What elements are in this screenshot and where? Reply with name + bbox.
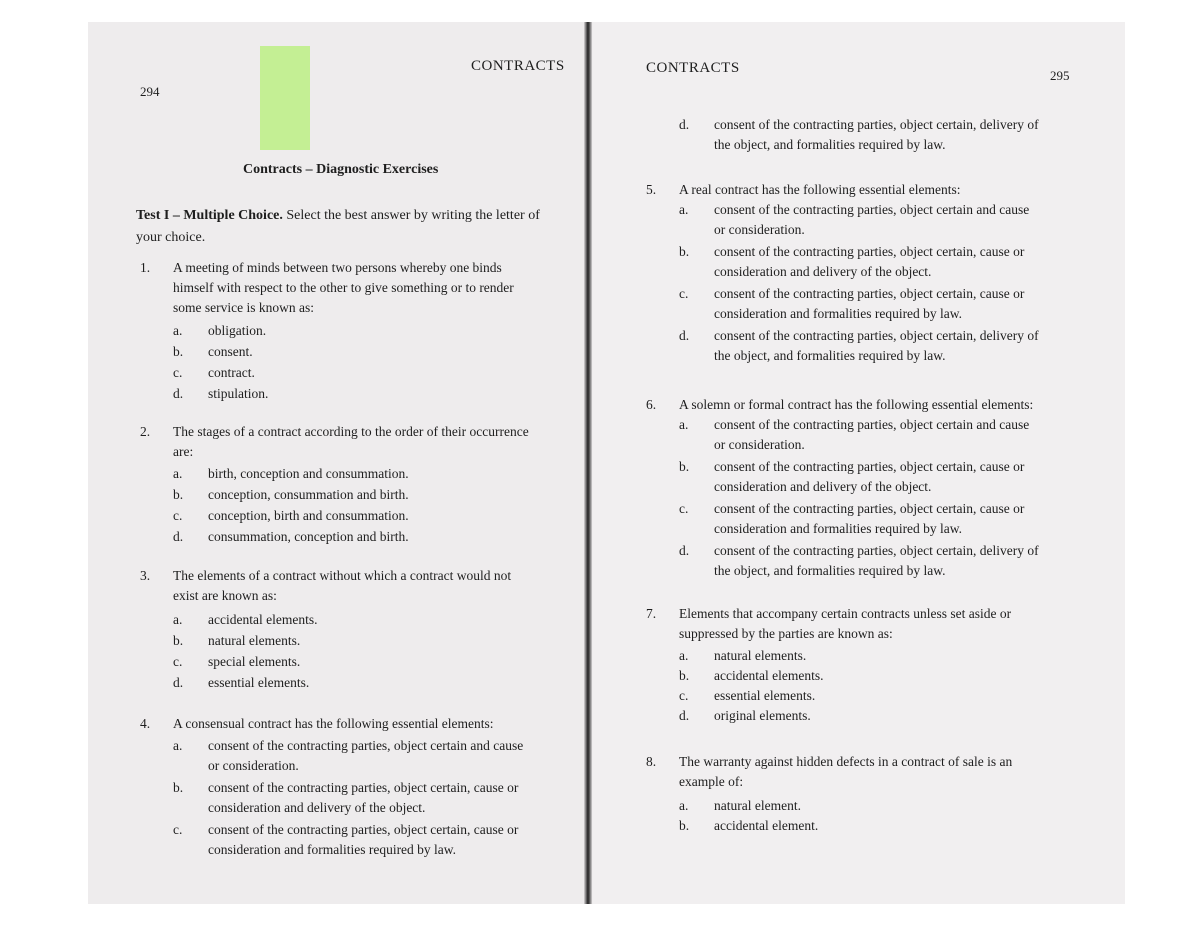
option-text: [714, 284, 1064, 324]
stem-line: A solemn or formal contract has the following essential elements:: [679, 397, 1034, 412]
option-text-line: consideration and formalities required by law.: [208, 842, 457, 857]
question-stem: [173, 714, 563, 734]
option-letter: b.: [173, 780, 184, 795]
option-text: [714, 200, 1064, 240]
option-letter: c.: [173, 822, 183, 837]
option-letter: a.: [173, 323, 183, 338]
option-text-line: consideration and delivery of the object.: [714, 479, 932, 494]
question-stem: [679, 395, 1069, 415]
option-text-line: consent of the contracting parties, object certain, cause or: [714, 501, 1025, 516]
stem-line: suppressed by the parties are known as:: [679, 626, 893, 641]
book-spread: [88, 22, 1125, 904]
option-text: [714, 242, 1064, 282]
stem-line: The stages of a contract according to the order of their occurrence: [173, 424, 529, 439]
left-page: [88, 22, 588, 904]
option-text: [208, 736, 558, 776]
option-text: [714, 326, 1064, 366]
option-text: [714, 457, 1064, 497]
option-text-line: the object, and formalities required by law.: [714, 348, 946, 363]
option-text-line: consideration and formalities required by law.: [714, 306, 963, 321]
book-gutter: [584, 22, 592, 904]
stem-line: A meeting of minds between two persons whereby one binds: [173, 260, 502, 275]
question-number: 8.: [646, 754, 657, 769]
question-number: 5.: [646, 182, 657, 197]
question-stem: [679, 180, 1069, 200]
option-letter: c.: [173, 654, 183, 669]
option-letter: b.: [679, 668, 690, 683]
question-number: 3.: [140, 568, 151, 583]
option-letter: c.: [173, 508, 183, 523]
option-text: accidental elements.: [714, 668, 824, 683]
test-instruction-line-1: Select the best answer by writing the letter of: [286, 208, 540, 223]
test-title: Test I – Multiple Choice.: [136, 208, 283, 223]
stem-line: Elements that accompany certain contracts unless set aside or: [679, 606, 1012, 621]
option-text: [208, 820, 558, 860]
option-text-line: or consideration.: [208, 758, 299, 773]
option-text: contract.: [208, 365, 255, 380]
option-text-line: the object, and formalities required by law.: [714, 137, 946, 152]
option-letter: d.: [173, 529, 184, 544]
question-stem: [173, 422, 563, 462]
option-text: special elements.: [208, 654, 301, 669]
option-text-line: or consideration.: [714, 222, 805, 237]
sticky-note-tab: [260, 46, 310, 150]
option-text-line: consideration and delivery of the object.: [208, 800, 426, 815]
option-text: [714, 415, 1064, 455]
exercise-heading: Contracts – Diagnostic Exercises: [243, 162, 439, 177]
option-text-line: consideration and delivery of the object.: [714, 264, 932, 279]
option-letter: a.: [679, 798, 689, 813]
option-text: natural element.: [714, 798, 801, 813]
question-stem: [679, 752, 1069, 792]
option-text: consummation, conception and birth.: [208, 529, 409, 544]
option-text: conception, birth and consummation.: [208, 508, 409, 523]
option-text: essential elements.: [714, 688, 816, 703]
option-text: [714, 499, 1064, 539]
option-text-line: consent of the contracting parties, object certain, delivery of: [714, 117, 1039, 132]
option-text: obligation.: [208, 323, 267, 338]
option-text: original elements.: [714, 708, 811, 723]
option-text: essential elements.: [208, 675, 310, 690]
option-letter: b.: [679, 818, 690, 833]
option-text-line: the object, and formalities required by law.: [714, 563, 946, 578]
stem-line: The elements of a contract without which a contract would not: [173, 568, 512, 583]
question-number: 7.: [646, 606, 657, 621]
option-letter: a.: [679, 202, 689, 217]
option-letter: d.: [173, 386, 184, 401]
option-letter: a.: [173, 612, 183, 627]
option-letter: d.: [173, 675, 184, 690]
option-text: accidental element.: [714, 818, 819, 833]
right-page: [593, 22, 1125, 904]
stem-line: example of:: [679, 774, 744, 789]
option-text-line: consent of the contracting parties, object certain, delivery of: [714, 328, 1039, 343]
option-letter: c.: [679, 501, 689, 516]
option-letter: c.: [679, 286, 689, 301]
page-number: 294: [140, 84, 160, 99]
option-text-line: consent of the contracting parties, object certain and cause: [208, 738, 524, 753]
stem-line: some service is known as:: [173, 300, 314, 315]
running-head: CONTRACTS: [471, 58, 565, 74]
option-letter: b.: [173, 344, 184, 359]
option-text-line: consent of the contracting parties, object certain, cause or: [208, 780, 519, 795]
question-stem: [173, 258, 563, 318]
option-text: stipulation.: [208, 386, 269, 401]
question-number: 6.: [646, 397, 657, 412]
question-number: 4.: [140, 716, 151, 731]
option-text-line: or consideration.: [714, 437, 805, 452]
option-text-line: consent of the contracting parties, object certain and cause: [714, 202, 1030, 217]
option-letter: d.: [679, 328, 690, 343]
option-text: natural elements.: [714, 648, 807, 663]
option-text: [208, 778, 558, 818]
option-letter: d.: [679, 117, 690, 132]
stem-line: A real contract has the following essential elements:: [679, 182, 961, 197]
question-stem: [173, 566, 563, 606]
option-letter: a.: [679, 417, 689, 432]
option-letter: a.: [173, 466, 183, 481]
stem-line: are:: [173, 444, 194, 459]
option-text: [714, 115, 1064, 155]
option-letter: d.: [679, 708, 690, 723]
option-letter: b.: [173, 487, 184, 502]
option-text: accidental elements.: [208, 612, 318, 627]
option-letter: b.: [173, 633, 184, 648]
option-text: [714, 541, 1064, 581]
option-text: consent.: [208, 344, 253, 359]
option-text-line: consent of the contracting parties, object certain and cause: [714, 417, 1030, 432]
option-letter: c.: [173, 365, 183, 380]
page-number: 295: [1050, 68, 1070, 83]
option-text-line: consent of the contracting parties, object certain, cause or: [714, 286, 1025, 301]
running-head: CONTRACTS: [646, 60, 740, 76]
test-instruction: [136, 208, 540, 224]
test-instruction-line-2: your choice.: [136, 230, 206, 245]
option-letter: b.: [679, 244, 690, 259]
option-text-line: consideration and formalities required by law.: [714, 521, 963, 536]
option-letter: d.: [679, 543, 690, 558]
option-text-line: consent of the contracting parties, object certain, cause or: [208, 822, 519, 837]
stem-line: The warranty against hidden defects in a contract of sale is an: [679, 754, 1013, 769]
option-text: natural elements.: [208, 633, 301, 648]
option-text: conception, consummation and birth.: [208, 487, 409, 502]
option-letter: b.: [679, 459, 690, 474]
option-letter: c.: [679, 688, 689, 703]
option-letter: a.: [173, 738, 183, 753]
option-letter: a.: [679, 648, 689, 663]
stem-line: exist are known as:: [173, 588, 277, 603]
question-number: 1.: [140, 260, 151, 275]
option-text-line: consent of the contracting parties, object certain, cause or: [714, 459, 1025, 474]
option-text-line: consent of the contracting parties, object certain, cause or: [714, 244, 1025, 259]
option-text: birth, conception and consummation.: [208, 466, 409, 481]
question-stem: [679, 604, 1069, 644]
stem-line: A consensual contract has the following essential elements:: [173, 716, 494, 731]
question-number: 2.: [140, 424, 151, 439]
stem-line: himself with respect to the other to give something or to render: [173, 280, 514, 295]
option-text-line: consent of the contracting parties, object certain, delivery of: [714, 543, 1039, 558]
